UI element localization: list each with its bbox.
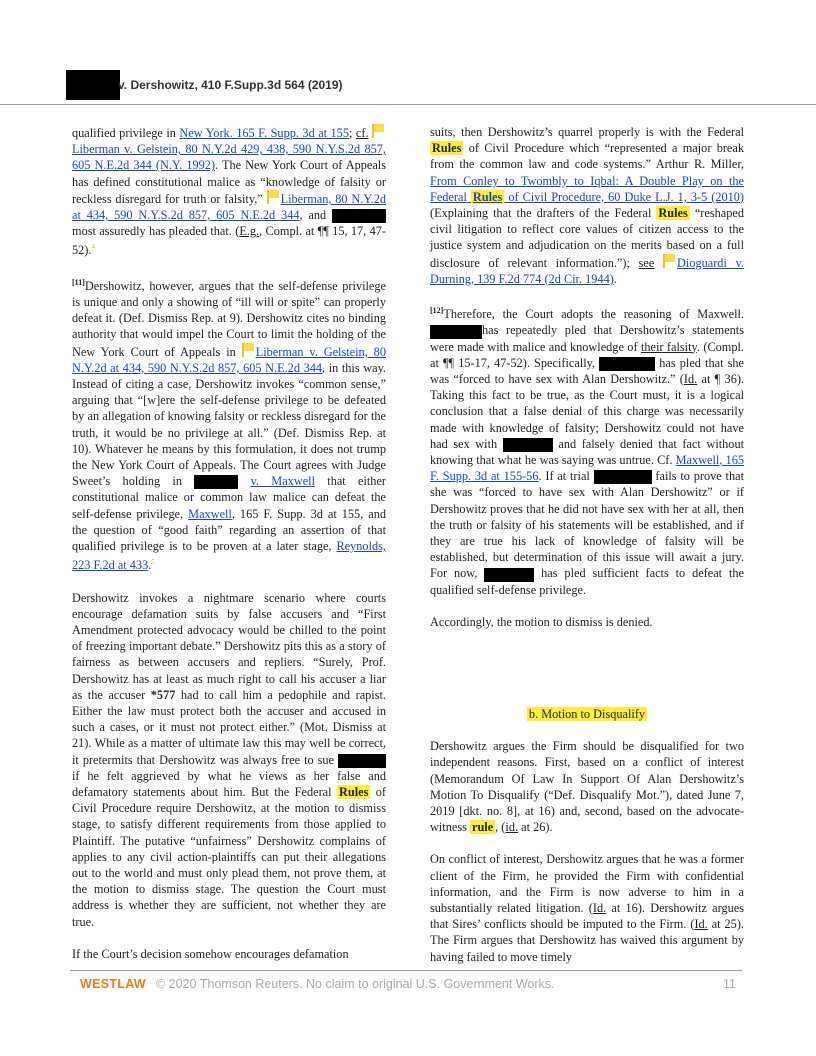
right-column bbox=[430, 124, 744, 981]
page-footer bbox=[70, 970, 742, 995]
citation-link[interactable]: Liberman, 80 N.Y.2d at 434, 590 N.Y.S.2d 857, 605 N.E.2d 344 bbox=[72, 191, 386, 223]
citation-link[interactable]: , 165 F. Supp. 3d at 155-56 bbox=[430, 452, 745, 484]
paragraph: Dershowitz invokes a nightmare scenario where courts encourage defamation suits by false accusers and “First Amendment protected advocacy would be chilled to the point of freezing important debate.” Dershowitz pits this as a story of fairness as between accusers and repliers. “Surely, Prof. Dershowitz has at least as much right to call his accuser a liar as the accuser *577 had to call him a pedophile and rapist. Either the law must protect both the accuser and accused in such a cases, or it must not protect either.” (Mot. Dismiss at 21). While as a matter of ultimate law this may well be correct, it pretermits that Dershowitz was always free to sue if he felt aggrieved by what he views as her false and defamatory statements about him. But the Federal Rules of Civil Procedure require Dershowitz, at the motion to dismiss stage, to satisfy different requirements from those applied to Plaintiff. The putative “unfairness” Dershowitz complains of applies to any civil action-plaintiffs can put their allegations out to the world and must only plead them, not prove them, at the motion to dismiss stage. The question the Court must address is whether they are sufficient, not whether they are true. bbox=[72, 590, 387, 929]
paragraph: [11]Dershowitz, however, argues that the self-defense privilege is unique and only a showing of “ill will or spite” can properly defeat it. (Def. Dismiss Rep. at 9). Dershowitz cites no binding authority that would impel the Court to limit the holding of the New York Court of Appeals in Liberman v. Gelstein, 80 N.Y.2d at 434, 590 N.Y.S.2d 857, 605 N.E.2d 344, in this way. Instead of citing a case, Dershowitz invokes “common sense,” arguing that “[w]ere the self-defense privilege to be defeated by an allegation of knowing falsity or reckless disregard for the truth, it would be no privilege at all.” (Def. Dismiss Rep. at 10). Whatever he means by this formulation, it does not trump the New York Court of Appeals. The Court agrees with Judge Sweet’s holding in v. Maxwell that either constitutional malice or common law malice can defeat the self-defense privilege, Maxwell, 165 F. Supp. 3d at 155, and the question of “good faith” regarding an assertion of that qualified privilege is to be proven at a later stage, Reynolds, 223 F.2d at 433.$^5$ bbox=[72, 277, 386, 573]
citation-link[interactable]: Maxwell bbox=[188, 506, 232, 521]
redaction-block bbox=[66, 70, 120, 100]
headnote-marker[interactable]: [12] bbox=[430, 306, 444, 316]
keycite-flag-icon[interactable] bbox=[242, 343, 254, 357]
paragraph: qualified privilege in New York. 165 F. Supp. 3d at 155; cf. Liberman v. Gelstein, 80 N.Y.2d 429, 438, 590 N.Y.S.2d 857, 605 N.E.2d 344 (N.Y. 1992). The New York Court of Appeals has defined constitutional malice as “knowledge of falsity or reckless disregard for truth or falsity,” Liberman, 80 N.Y.2d at 434, 590 N.Y.S.2d 857, 605 N.E.2d 344, and most assuredly has pleaded that. (E.g., Compl. at ¶¶ 15, 17, 47-52).$^4$ bbox=[72, 126, 386, 258]
search-hit: rule bbox=[471, 820, 494, 835]
footnote-marker[interactable]: 4 bbox=[91, 243, 95, 252]
redaction-block bbox=[599, 357, 655, 371]
footnote-marker[interactable]: 5 bbox=[151, 558, 155, 567]
paragraph: Dershowitz argues the Firm should be disqualified for two independent reasons. First, based on a conflict of interest (Memorandum Of Law In Support Of Alan Dershowitz’s Motion To Disqualify (“Def. Disqualify Mot.”), dated June 7, 2019 [dkt. no. 8], at 16) and, second, based on the advocate-witness rule , (id. at 26). bbox=[430, 739, 744, 835]
redaction-block bbox=[594, 470, 652, 484]
citation-link[interactable]: New York. 165 F. Supp. 3d at 155 bbox=[179, 126, 349, 140]
citation-link[interactable]: Reynolds, 223 F.2d at 433 bbox=[72, 539, 386, 573]
citation-link[interactable]: Liberman v. Gelstein, 80 N.Y.2d 429, 438, 590 N.Y.S.2d 857, 605 N.E.2d 344 (N.Y. 1992) bbox=[72, 142, 386, 173]
redaction-block bbox=[484, 568, 534, 582]
copyright-notice: © 2020 Thomson Reuters. No claim to original U.S. Government Works. bbox=[156, 977, 555, 991]
redaction-block bbox=[430, 325, 482, 339]
case-title: v. Dershowitz, 410 F.Supp.3d 564 (2019) bbox=[118, 78, 343, 92]
paragraph: suits, then Dershowitz’s quarrel properly is with the Federal Rules of Civil Procedure which “represented a major break from the common law and code systems.” Arthur R. Miller, From Conley to Twombly to Iqbal: A Double Play on the Federal Rules of Civil Procedure, 60 Duke L.J. 1, 3-5 (2010) (Explaining that the drafters of the Federal Rules “reshaped civil litigation to reflect core values of citizen access to the justice system and adjudication on the merits based on a full disclosure of relevant information.”); see Dioguardi v. Durning, 139 F.2d 774 (2d Cir. 1944). bbox=[430, 125, 745, 286]
star-page: *577 bbox=[150, 687, 176, 702]
keycite-flag-icon[interactable] bbox=[267, 190, 279, 204]
paragraph: On conflict of interest, Dershowitz argues that he was a former client of the Firm, he provided the Firm with confidential information, and the Firm is now adverse to him in a substantially related litigation. (Id. at 16). Dershowitz argues that Sires’ conflicts should be imputed to the Firm. (Id. at 25). The Firm argues that Dershowitz has waived this argument by having failed to move timely bbox=[430, 852, 745, 964]
redaction-block bbox=[194, 475, 238, 489]
citation-link[interactable]: From Conley to Twombly to Iqbal: A Double Play on the Federal Rules of Civil Procedure, 60 Duke L.J. 1, 3-5 (2010) bbox=[430, 173, 745, 204]
citation-link[interactable]: Maxwell bbox=[675, 452, 720, 467]
section-heading: b. Motion to Disqualify bbox=[528, 706, 646, 721]
redaction-block bbox=[332, 209, 386, 223]
paragraph: [12]Therefore, the Court adopts the reasoning of Maxwell. has repeatedly pled that Dershowitz’s statements were made with malice and knowledge of their falsity. (Compl. at ¶¶ 15-17, 47-52). Specifically, has pled that she was “forced to have sex with Alan Dershowitz.” (Id. at ¶ 36). Taking this fact to be true, as the Court must, it is a logical conclusion that a false denial of this charge was necessarily made with knowledge of falsity; Dershowitz could not have had sex with and falsely denied that fact without knowing that what he was saying was untrue. Cf. Maxwell, 165 F. Supp. 3d at 155-56. If at trial fails to prove that she was “forced to have sex with Alan Dershowitz” or if Dershowitz proves that he did not have sex with her at all, then the truth or falsity of his statements will be established, and if they are true his lack of knowledge of falsity will be established, but determination of this issue will await a jury. For now, has pled sufficient facts to defeat the qualified self-defense privilege. bbox=[430, 306, 745, 597]
redaction-block bbox=[338, 754, 386, 768]
redaction-block bbox=[503, 438, 553, 452]
paragraph: Accordingly, the motion to dismiss is denied. bbox=[430, 614, 653, 629]
left-column bbox=[72, 124, 386, 978]
keycite-flag-icon[interactable] bbox=[372, 124, 384, 138]
citation-link[interactable]: Liberman v. Gelstein, 80 N.Y.2d at 434, 590 N.Y.S.2d 857, 605 N.E.2d 344 bbox=[72, 344, 386, 375]
search-hit: Rules bbox=[338, 785, 369, 799]
citation-link[interactable]: Dioguardi v. Durning, 139 F.2d 774 (2d Cir. 1944) bbox=[430, 255, 744, 286]
page-number: 11 bbox=[723, 977, 736, 991]
paragraph: If the Court’s decision somehow encourages defamation bbox=[72, 946, 349, 961]
search-hit: Rules bbox=[472, 189, 503, 204]
headnote-marker[interactable]: [11] bbox=[72, 277, 85, 287]
keycite-flag-icon[interactable] bbox=[663, 254, 675, 268]
search-hit: Rules bbox=[658, 206, 688, 221]
citation-link[interactable]: v. Maxwell bbox=[250, 474, 315, 489]
westlaw-logo: WESTLAW bbox=[80, 977, 146, 991]
search-hit: Rules bbox=[432, 141, 462, 156]
